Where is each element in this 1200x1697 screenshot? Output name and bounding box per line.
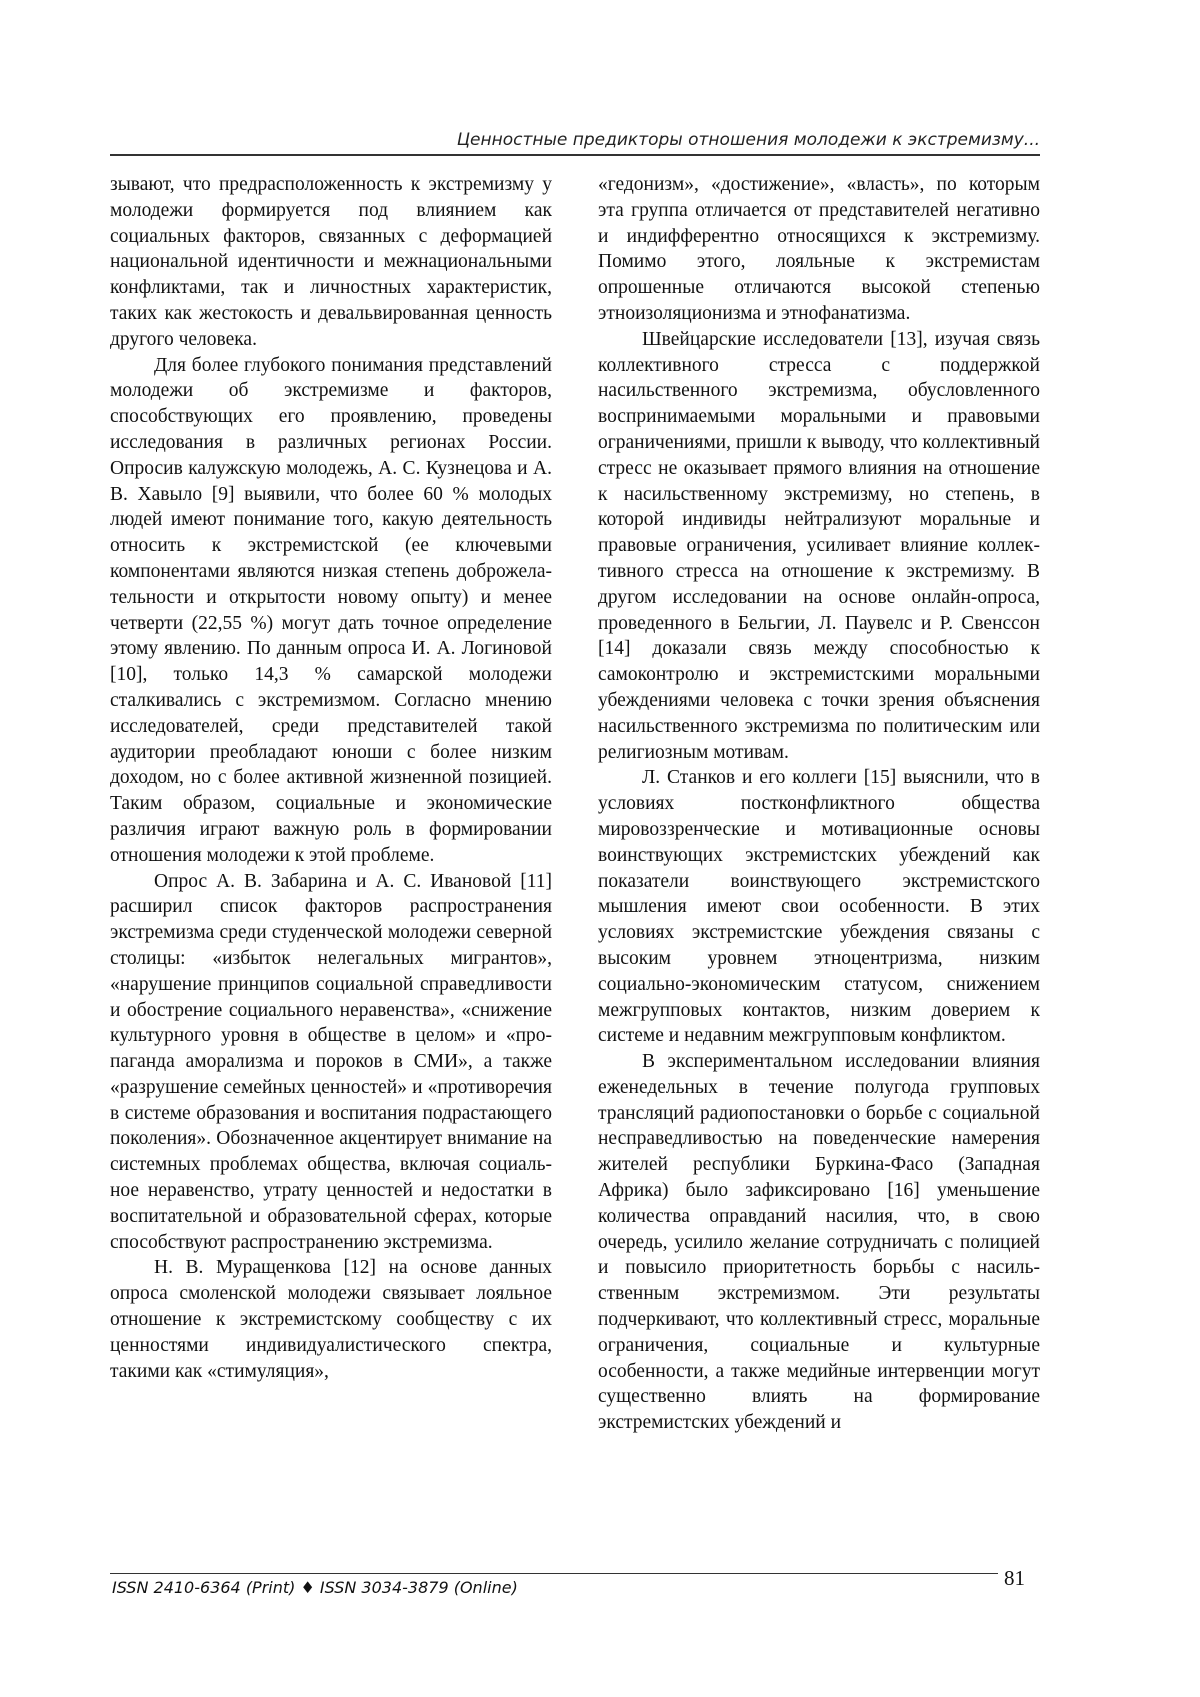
- issn-footer: ISSN 2410-6364 (Print) ♦ ISSN 3034-3879 (Online): [112, 1578, 518, 1597]
- page-number: 81: [1004, 1566, 1025, 1590]
- left-column: [110, 172, 552, 1384]
- paragraph: «гедонизм», «достижение», «власть», по которым эта группа отличается от представителей негативно и индифферентно относящихся к экстремизму. Помимо этого, лояльные к экстремистам опрошенные отличаются высокой степенью этноизоляционизма и этнофанатизма.: [598, 174, 1040, 324]
- right-column: [598, 172, 1040, 1436]
- footer-rule: [110, 1573, 998, 1574]
- paragraph: В экспериментальном исследовании влияния еженедельных в течение полугода групповых трансляций радиопостановки о борьбе с социальной несправедливостью на поведенческие намерения жителей республики Буркина-Фасо (Западная Африка) было зафиксировано [16] уменьшение количества оправданий насилия, что, в свою очередь, усилило желание сотрудничать с полицией и повысило приоритетность борьбы с насильственным экстремизмом. Эти результаты подчеркивают, что коллективный стресс, моральные ограничения, социальные и культурные особенности, а также медийные интервенции могут существенно влиять на формирование экстремистских убеждений и: [598, 1051, 1040, 1434]
- paragraph: Швейцарские исследователи [13], изучая связь коллективного стресса с поддержкой насильственного экстремизма, обусловленного воспринимаемыми моральными и правовыми ограничениями, пришли к выводу, что коллективный стресс не оказывает прямого влияния на отношение к насильственному экстремизму, но степень, в которой индивиды нейтрализуют моральные и правовые ограничения, усиливает влияние коллективного стресса на отношение к экстремизму. В другом исследовании на основе онлайн-опроса, проведенного в Бельгии, Л. Паувелс и Р. Свенссон [14] доказали связь между способностью к самоконтролю и экстремистскими моральными убеждениями человека с точки зрения объяснения насильственного экстремизма по политическим или религиозным мотивам.: [598, 328, 1040, 763]
- paragraph: Опрос А. В. Забарина и А. С. Ивановой [11] расширил список факторов распространения экстремизма среди студенческой молодежи северной столицы: «избыток нелегальных мигрантов», «нарушение принципов социальной справедливости и обострение социального неравенства», «снижение культурного уровня в обществе в целом» и «пропаганда аморализма и пороков в СМИ», а также «разрушение семейных ценностей» и «противоречия в системе образования и воспитания подрастающего поколения». Обозначенное акцентирует внимание на системных проблемах общества, включая социальное неравенство, утрату ценностей и недостатки в воспитательной и образовательной сферах, которые способствуют распространению экстремизма.: [110, 870, 552, 1253]
- running-header: Ценностные предикторы отношения молодежи к экстремизму...: [456, 130, 1040, 150]
- paragraph: Л. Станков и его коллеги [15] выяснили, что в условиях постконфликтного общества мировоззренческие и мотивационные основы воинствующих экстремистских убеждений как показатели воинствующего экстремистского мышления имеют свои особенности. В этих условиях экстремистские убеждения связаны с высоким уровнем этноцентризма, низким социально-экономическим статусом, снижением межгрупповых контактов, низким доверием к системе и недавним межгрупповым конфликтом.: [598, 767, 1040, 1047]
- paragraph: зывают, что предрасположенность к экстремизму у молодежи формируется под влиянием как социальных факторов, связанных с деформацией национальной идентичности и межнациональными конфликтами, так и личностных характеристик, таких как жестокость и девальвированная ценность другого человека.: [110, 174, 552, 350]
- paragraph: Для более глубокого понимания представлений молодежи об экстремизме и факторов, способствующих его проявлению, проведены исследования в различных регионах России. Опросив калужскую молодежь, А. С. Кузнецова и А. В. Хавыло [9] выявили, что более 60 % молодых людей имеют понимание того, какую деятельность относить к экстремистской (ее ключевыми компонентами являются низкая степень доброжелательности и открытости новому опыту) и менее четверти (22,55 %) могут дать точное определение этому явлению. По данным опроса И. А. Логиновой [10], только 14,3 % самарской молодежи сталкивались с экстремизмом. Согласно мнению исследователей, среди представителей такой аудитории преобладают юноши с более низким доходом, но с более активной жизненной позицией. Таким образом, социальные и экономические различия играют важную роль в формировании отношения молодежи к этой проблеме.: [110, 354, 552, 866]
- paragraph: Н. В. Муращенкова [12] на основе данных опроса смоленской молодежи связывает лояльное отношение к экстремистскому сообществу с их ценностями индивидуалистического спектра, такими как «стимуляция»,: [110, 1257, 552, 1382]
- header-rule: [110, 154, 1040, 156]
